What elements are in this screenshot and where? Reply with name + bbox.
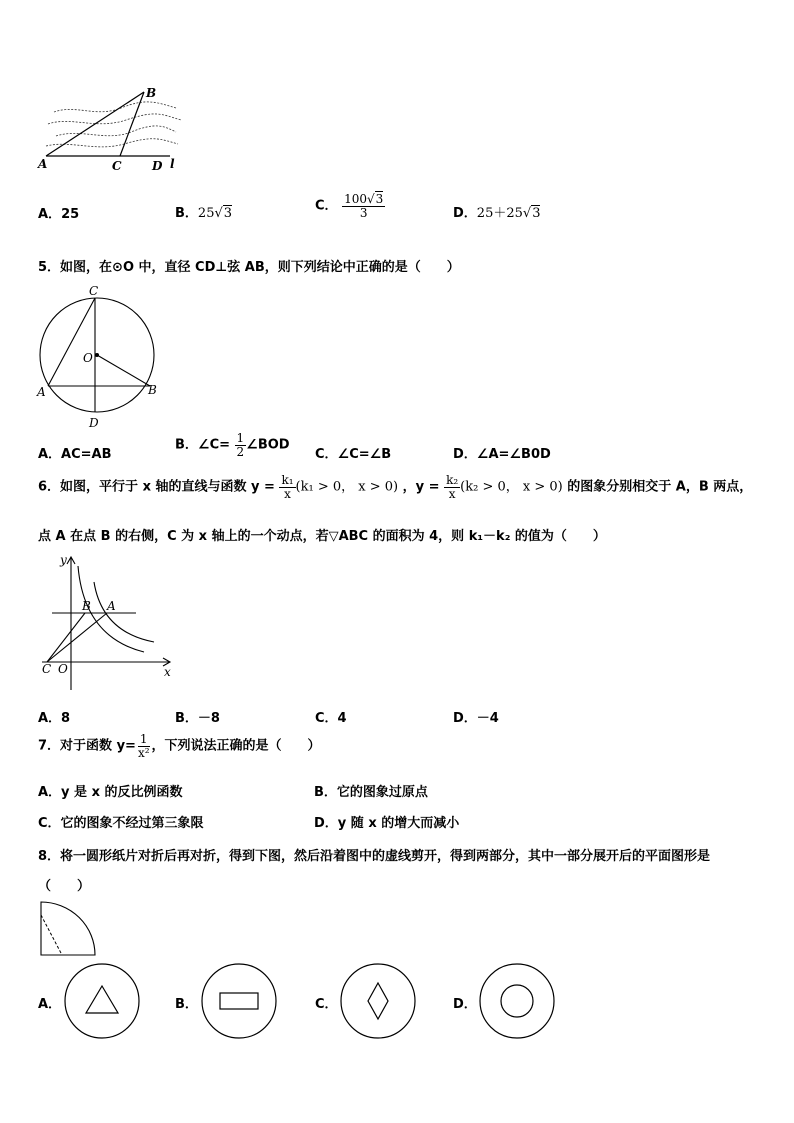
q6-segment-ca (47, 613, 107, 662)
q7-option-b[interactable]: B．它的图象过原点 (314, 785, 428, 800)
q6-function1-den: x (284, 486, 291, 501)
q7-function-den: x² (137, 745, 150, 760)
q7-stem-a: 7．对于函数 y= (38, 738, 136, 754)
q6-stem-line1-b: ，y = (402, 479, 440, 495)
q6-curve-k1 (94, 582, 154, 642)
q6-option-b[interactable]: B．－8 (175, 711, 220, 726)
q4-option-b-coef: 25 (197, 206, 215, 221)
q6-option-d[interactable]: D．－4 (453, 711, 499, 726)
q4-label-d: D (152, 159, 163, 173)
q8-option-c-letter[interactable]: C． (315, 997, 338, 1012)
q4-figure (36, 84, 186, 176)
q8-option-a-triangle (86, 986, 118, 1013)
q6-label-b: B (82, 599, 91, 613)
q8-option-a-letter[interactable]: A． (38, 997, 62, 1012)
q5-stem: 5．如图，在⊙O 中，直径 CD⊥弦 AB，则下列结论中正确的是（ ） (38, 260, 460, 275)
q5-label-d: D (89, 416, 99, 430)
q6-function1-cond: (k₁ > 0， x > 0) (295, 479, 399, 495)
q6-function2 (444, 474, 460, 500)
q4-segment-cb (120, 92, 144, 156)
q5-option-d[interactable]: D．∠A=∠B0D (453, 447, 551, 462)
q4-option-b-rad: 3 (223, 206, 233, 221)
q4-option-a[interactable] (38, 203, 79, 222)
q8-option-b-figure[interactable] (199, 961, 279, 1041)
q6-stem-line1-a: 6．如图，平行于 x 轴的直线与函数 y = (38, 479, 275, 495)
q6-stem-line2: 点 A 在点 B 的右侧，C 为 x 轴上的一个动点，若▽ABC 的面积为 4，则 k₁－k₂ 的值为（ ） (38, 529, 606, 544)
q7-function-num: 1 (139, 732, 148, 746)
q8-stem-line2: （ ） (38, 879, 91, 894)
q5-option-b-den: 2 (236, 444, 245, 459)
q8-cut-line (41, 915, 62, 955)
q4-label-a: A (38, 157, 48, 171)
q4-label-b: B (146, 86, 157, 100)
q8-option-b-rectangle (220, 993, 258, 1009)
q8-option-c-figure[interactable] (338, 961, 418, 1041)
q7-option-a[interactable]: A．y 是 x 的反比例函数 (38, 785, 183, 800)
q7-function (136, 733, 152, 759)
q5-label-c: C (89, 284, 99, 298)
q7-stem (38, 733, 321, 759)
q6-function2-den: x (448, 486, 456, 501)
q8-option-d-inner-circle (501, 985, 533, 1017)
q8-stem-line1: 8．将一圆形纸片对折后再对折，得到下图，然后沿着图中的虚线剪开，得到两部分，其中一部分展开后的平面图形是 (38, 849, 711, 864)
q5-segment-ob (97, 355, 150, 386)
q6-label-x: x (164, 665, 171, 679)
q5-option-c[interactable]: C．∠C=∠B (315, 447, 392, 462)
q4-option-c-den: 3 (359, 205, 368, 220)
q4-option-d-text: 25＋25 (476, 206, 523, 221)
q4-option-d-letter: D． (453, 206, 477, 221)
q5-option-b-fraction (235, 432, 247, 458)
q6-label-o: O (58, 662, 68, 676)
q5-label-o: O (83, 351, 93, 365)
q8-folded-paper (38, 898, 98, 958)
q6-label-y: y (60, 553, 67, 567)
q6-option-c[interactable]: C．4 (315, 711, 347, 726)
q8-option-a-figure[interactable] (62, 961, 142, 1041)
q6-stem-line1 (38, 474, 752, 500)
q6-function2-cond: (k₂ > 0， x > 0) (460, 479, 563, 495)
q6-option-a[interactable]: A．8 (38, 711, 71, 726)
q4-option-d-rad: 3 (532, 206, 541, 221)
q5-label-b: B (148, 383, 157, 397)
q4-option-c[interactable] (315, 193, 385, 219)
q5-center-dot (95, 353, 99, 357)
q5-figure (34, 282, 164, 432)
q8-option-d-figure[interactable] (477, 961, 557, 1041)
q6-stem-line1-c: 的图象分别相交于 A，B 两点， (567, 479, 753, 495)
q6-function2-num: k₂ (446, 473, 459, 487)
q4-option-c-fraction: $\frac{100√3}{3}$ (344, 192, 384, 220)
q5-label-a: A (37, 385, 46, 399)
q6-label-c: C (42, 662, 52, 676)
q4-option-c-letter: C． (315, 198, 338, 214)
q8-option-c-rhombus (368, 983, 388, 1019)
q6-figure (34, 552, 184, 694)
q4-option-a-text: 25 (61, 207, 80, 222)
q6-function1-num: k₁ (281, 473, 294, 487)
q6-function1 (279, 474, 295, 500)
q7-option-d[interactable]: D．y 随 x 的增大而减小 (314, 816, 460, 831)
q8-quarter-circle (41, 902, 95, 955)
q5-segment-ca (48, 298, 95, 386)
q4-option-b[interactable]: B．25√3 (175, 206, 233, 221)
q8-option-b-letter[interactable]: B． (175, 997, 198, 1012)
q4-option-b-letter: B． (175, 206, 198, 221)
q4-option-d[interactable]: D．25＋25√3 (453, 206, 541, 221)
q8-option-d-letter[interactable]: D． (453, 997, 477, 1012)
q5-option-b-prefix: B．∠C= (175, 437, 230, 453)
q5-option-a[interactable]: A．AC=AB (38, 447, 112, 462)
q7-option-c[interactable]: C．它的图象不经过第三象限 (38, 816, 204, 831)
q5-option-b-suffix: ∠BOD (246, 437, 290, 453)
q5-option-b-num: 1 (236, 431, 245, 445)
q4-label-l: l (170, 157, 175, 171)
q6-label-a: A (107, 599, 116, 613)
q4-option-a-letter: A． (38, 207, 62, 222)
q4-option-c-num-rad: 3 (375, 192, 384, 206)
q7-stem-b: ，下列说法正确的是（ ） (151, 738, 321, 754)
q5-option-b[interactable] (175, 432, 290, 458)
q6-segment-cb (47, 613, 85, 662)
q4-option-c-num-coef: 100 (344, 192, 367, 206)
q4-label-c: C (112, 159, 122, 173)
